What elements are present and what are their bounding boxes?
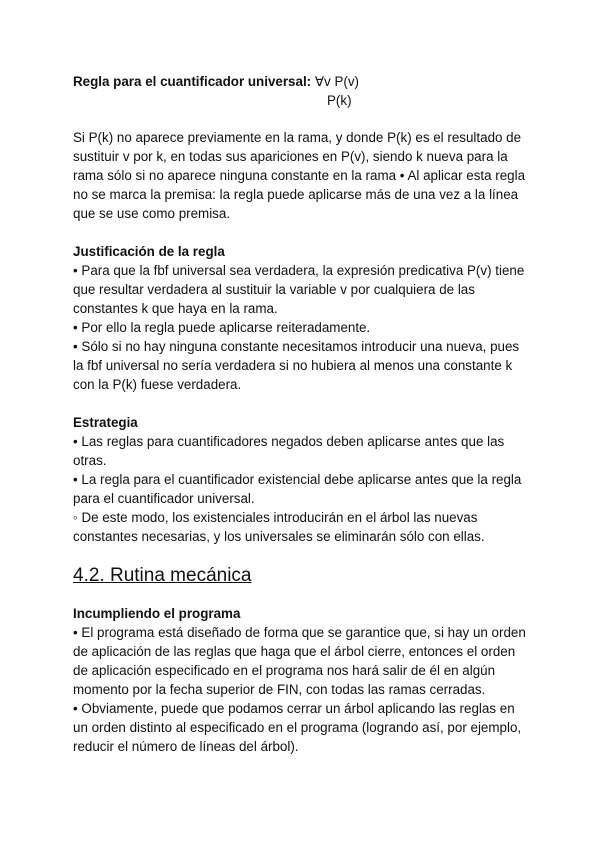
incumpliendo-item: • El programa está diseñado de forma que se garantice que, si hay un orden de aplicación de las reglas que haga que el árbol cierre, entonces el orden de aplicación especificado en el programa nos hará salir de él en algún momento por la fecha superior de FIN, con todas las ramas cerradas.: [73, 625, 526, 697]
rule-heading: [73, 72, 533, 91]
estrategia-item: • Las reglas para cuantificadores negados deben aplicarse antes que las otras.: [73, 434, 505, 468]
section-title: 4.2. Rutina mecánica: [73, 565, 252, 586]
document-page: [73, 72, 533, 756]
rule-formula-premise: ∀v P(v): [314, 74, 359, 89]
estrategia-item: • La regla para el cuantificador existencial debe aplicarse antes que la regla para el cuantificador universal.: [73, 472, 522, 506]
incumpliendo-item: • Obviamente, puede que podamos cerrar un árbol aplicando las reglas en un orden distinto al especificado en el programa (logrando así, por ejemplo, reducir el número de líneas del árbol).: [73, 701, 522, 754]
rule-label: Regla para el cuantificador universal:: [73, 74, 312, 89]
estrategia-item: ◦ De este modo, los existenciales introducirán en el árbol las nuevas constantes necesarias, y los universales se eliminarán sólo con ellas.: [73, 510, 485, 544]
justificacion-heading: Justificación de la regla: [73, 244, 225, 259]
intro-paragraph: Si P(k) no aparece previamente en la rama, y donde P(k) es el resultado de sustituir v por k, en todas sus apariciones en P(v), siendo k nueva para la rama sólo si no aparece ninguna constante en la rama • Al aplicar esta regla no se marca la premisa: la regla puede aplicarse más de una vez a la línea que se use como premisa.: [73, 130, 526, 221]
rule-formula-conclusion: P(k): [327, 93, 352, 108]
justificacion-item: • Por ello la regla puede aplicarse reiteradamente.: [73, 320, 371, 335]
justificacion-item: • Sólo si no hay ninguna constante necesitamos introducir una nueva, pues la fbf universal no sería verdadera si no hubiera al menos una constante k con la P(k) fuese verdadera.: [73, 339, 520, 392]
justificacion-item: • Para que la fbf universal sea verdadera, la expresión predicativa P(v) tiene que resultar verdadera al sustituir la variable v por cualquiera de las constantes k que haya en la rama.: [73, 263, 525, 316]
estrategia-heading: Estrategia: [73, 415, 138, 430]
incumpliendo-heading: Incumpliendo el programa: [73, 606, 241, 621]
